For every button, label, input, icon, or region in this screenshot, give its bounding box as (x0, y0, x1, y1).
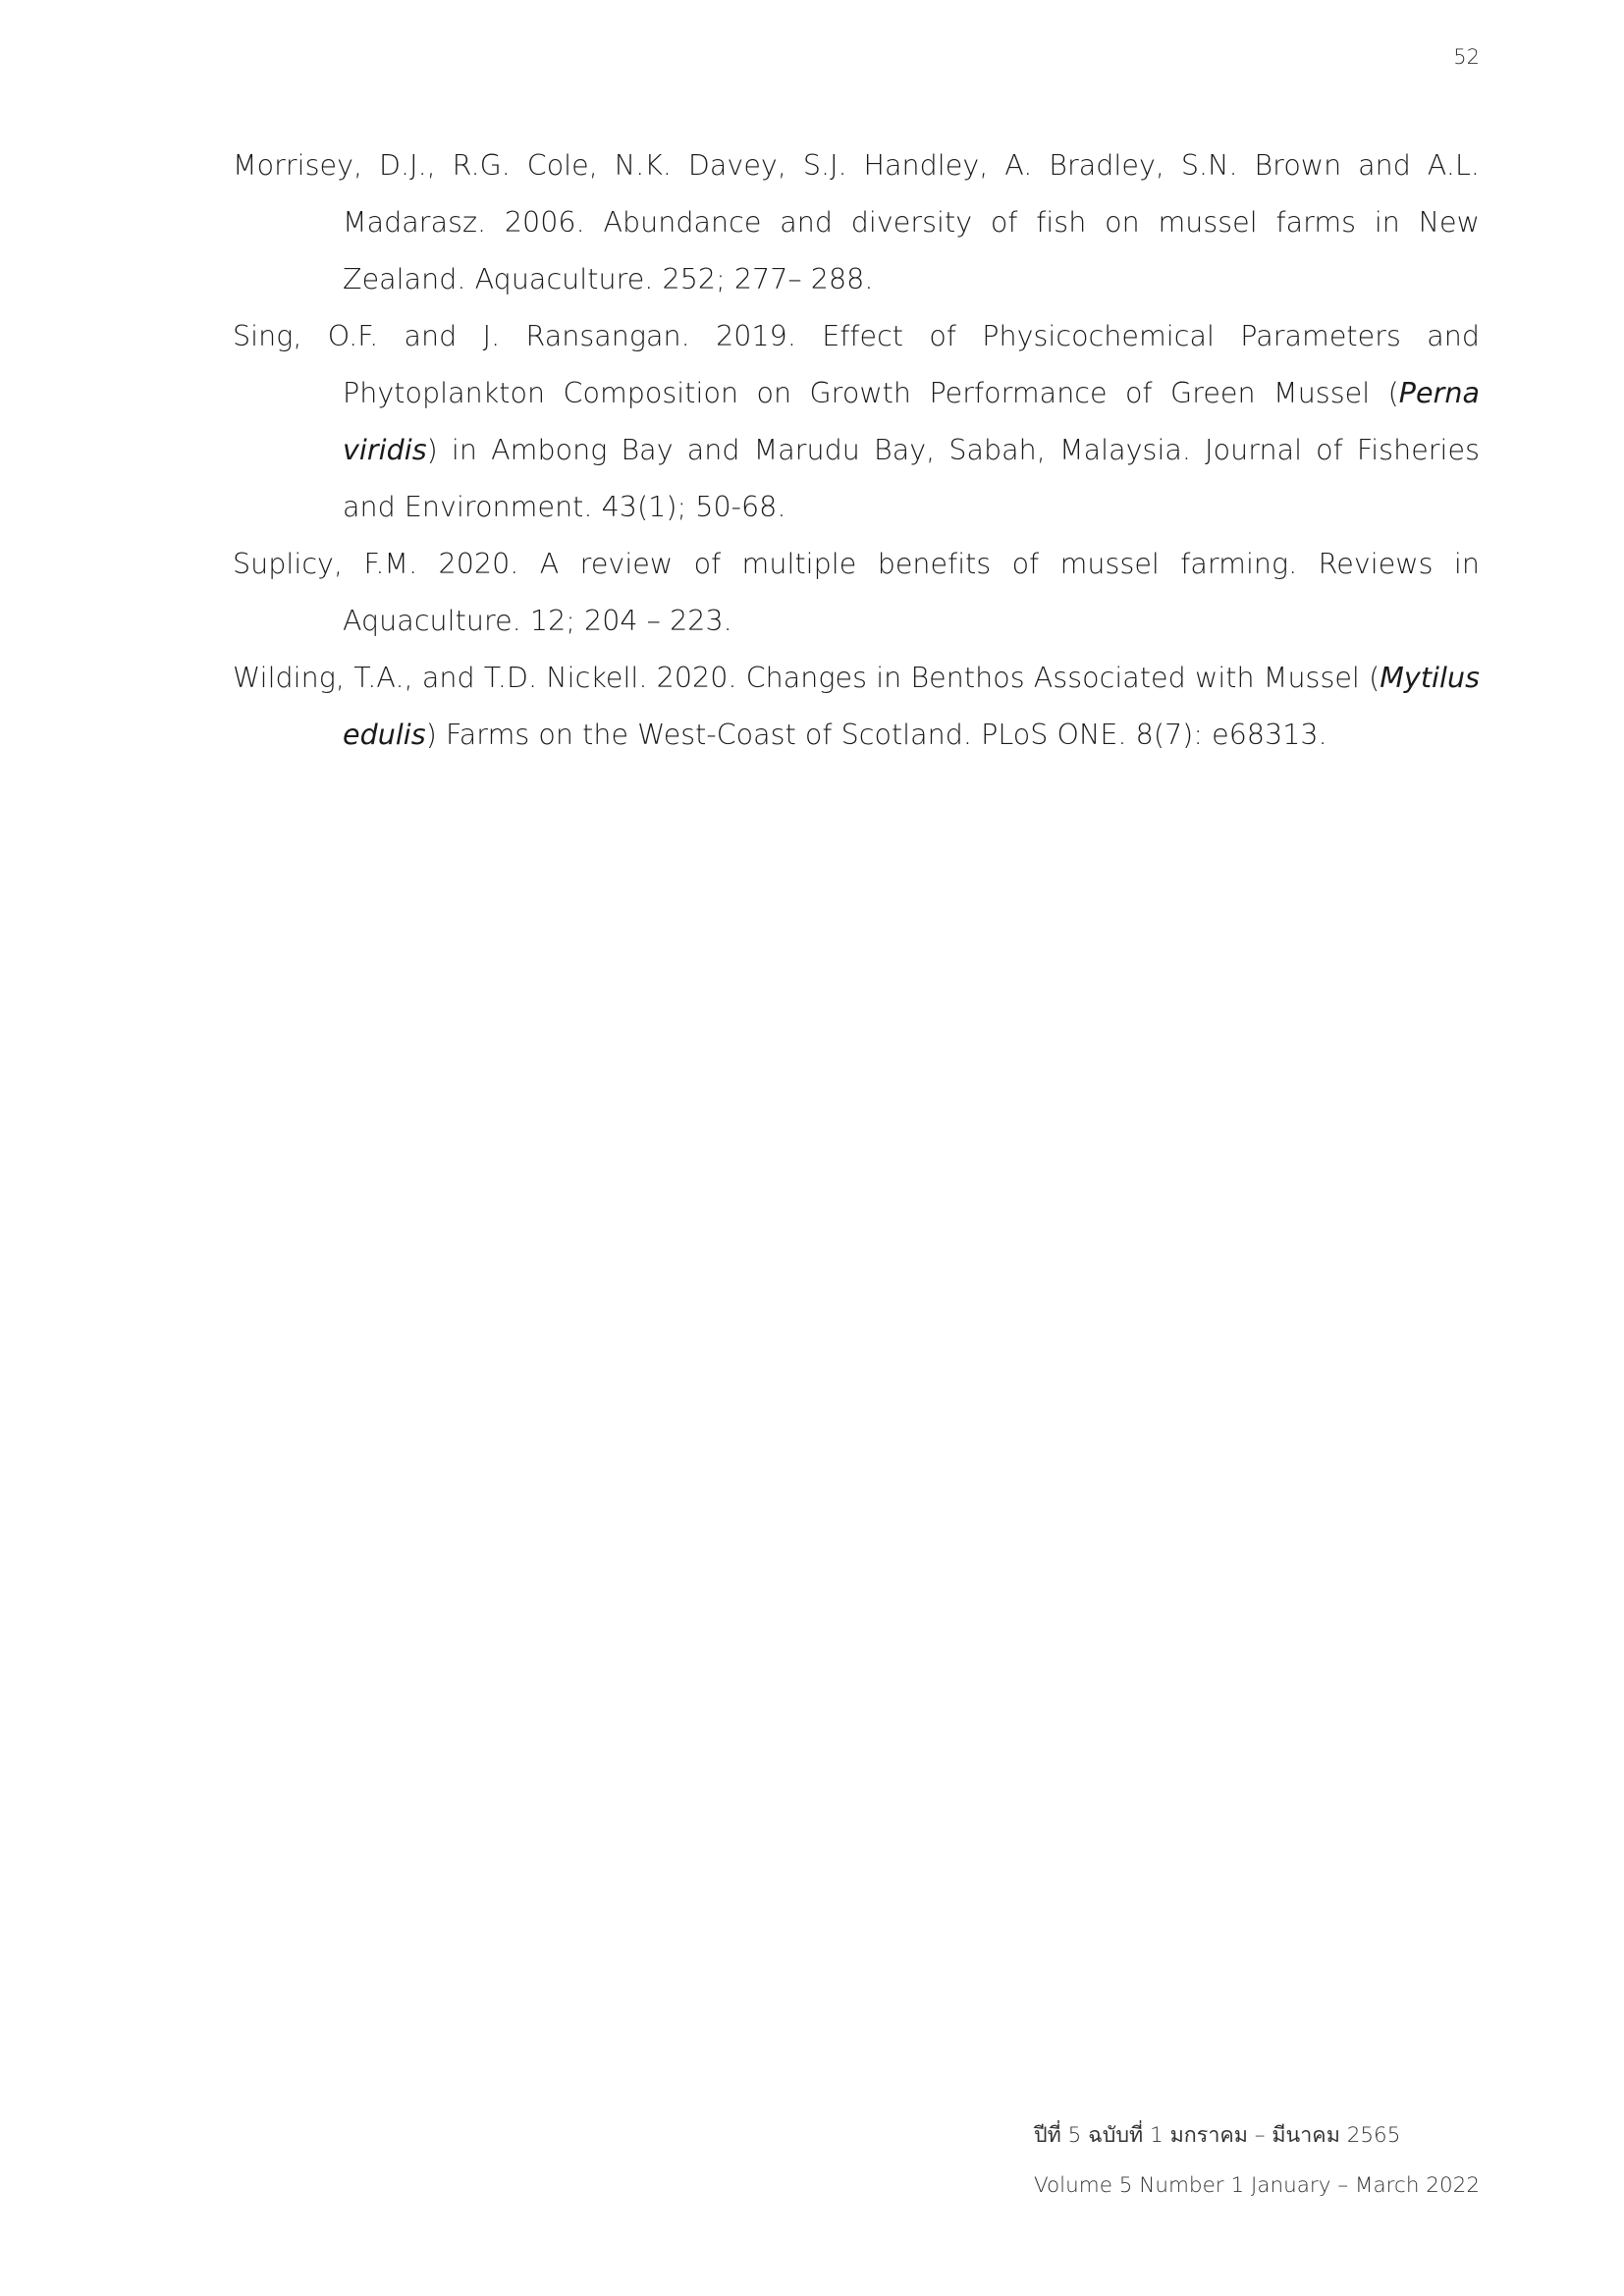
journal-issue-footer (1034, 2110, 1480, 2211)
reference-species: Mytilus edulis (343, 662, 1480, 751)
reference-list (233, 137, 1480, 764)
reference-sing-2019 (233, 308, 1480, 536)
reference-text: Sing, O.F. and J. Ransangan. 2019. Effect of Physicochemical Parameters and Phytoplankton Composition on Growth Performance of Green Mussel ( (233, 320, 1480, 409)
reference-suplicy-2020 (233, 536, 1480, 650)
reference-wilding-2020 (233, 650, 1480, 764)
reference-text: Suplicy, F.M. 2020. A review of multiple benefits of mussel farming. Reviews in Aquaculture. 12; 204 – 223. (233, 548, 1480, 637)
page-number: 52 (1453, 45, 1480, 69)
reference-text-tail: ) Farms on the West-Coast of Scotland. PLoS ONE. 8(7): e68313. (425, 719, 1327, 751)
reference-text: Wilding, T.A., and T.D. Nickell. 2020. Changes in Benthos Associated with Mussel ( (233, 662, 1380, 694)
issue-line-thai: ปีที่ 5 ฉบับที่ 1 มกราคม – มีนาคม 2565 (1033, 2123, 1401, 2148)
reference-species: Perna viridis (343, 377, 1480, 466)
reference-text: Morrisey, D.J., R.G. Cole, N.K. Davey, S.J. Handley, A. Bradley, S.N. Brown and A.L. Madarasz. 2006. Abundance and diversity of fish on mussel farms in New Zealand. Aquaculture. 252; 277– 288. (233, 149, 1480, 295)
reference-text-tail: ) in Ambong Bay and Marudu Bay, Sabah, Malaysia. Journal of Fisheries and Environment. 43(1); 50-68. (343, 434, 1480, 523)
issue-line-english: Volume 5 Number 1 January – March 2022 (1033, 2173, 1480, 2198)
reference-morrisey-2006 (233, 137, 1480, 308)
